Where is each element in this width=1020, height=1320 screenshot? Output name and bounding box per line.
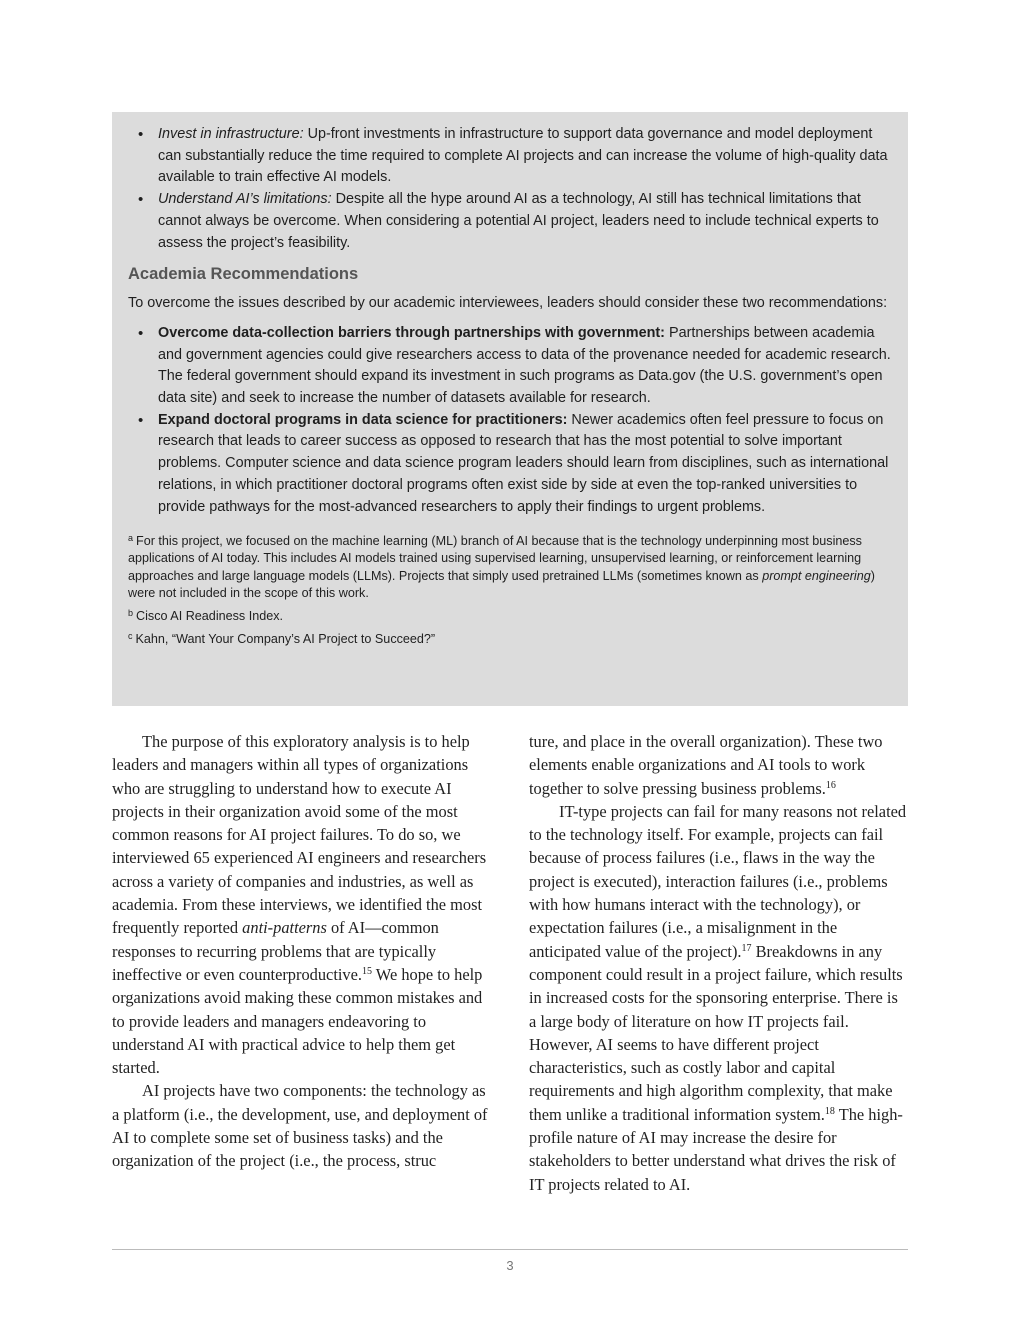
endnote-ref[interactable]: 16 [825,779,836,791]
body-paragraph [529,730,909,800]
academia-heading: Academia Recommendations [128,265,359,284]
bullet-text: Up-front investments in infrastructure to support data governance and model deployment can substantially reduce the time required to complete AI projects and can increase the volume of high-quality data available to train effective AI models. [158,126,888,186]
body-paragraph [529,800,909,1196]
paragraph-text: We hope to help organizations avoid making these common mistakes and to provide leaders and managers endeavoring to understand AI with practical advice to help them get started. [112,964,483,1078]
endnote-ref[interactable]: 15 [362,965,372,977]
bullet-lead: Understand AI’s limitations: [158,191,332,208]
endnote-ref[interactable]: 17 [741,942,752,954]
paragraph-text: The purpose of this exploratory analysis is to help leaders and managers within all types of organizations who are struggling to understand how to execute AI projects in their organization avoid some of the most common reasons for AI project failures. To do so, we interviewed 65 experienced AI engineers and researchers across a variety of companies and industries, as well as academia. From these interviews, we identified the most frequently reported [112,732,487,938]
note-marker: c [128,631,133,642]
academia-bullet-list [128,323,892,518]
body-paragraph [112,730,492,1079]
bullet-text: Newer academics often feel pressure to focus on research that leads to career success as opposed to research that has the most potential to solve important problems. Computer science and data science program leaders should learn from disciplines, such as international relations, in which practitioner doctoral programs often exist side by side at even the top-ranked universities to provide pathways for the most-advanced researchers to apply their findings to urgent problems. [158,411,889,515]
italic-term: anti-patterns [242,918,327,938]
academia-intro: To overcome the issues described by our academic interviewees, leaders should consider these two recommendations: [128,295,888,312]
bullet-lead: Expand doctoral programs in data science for practitioners: [158,411,568,428]
paragraph-text: of AI—common responses to recurring problems that are typically ineffective or even counterproductive. [112,918,439,984]
right-column [529,730,909,1196]
bullet-lead: Invest in infrastructure: [158,126,304,142]
list-item [158,189,892,254]
note-c [128,628,892,648]
page-number: 3 [506,1258,514,1273]
box-notes [128,530,892,648]
note-text: Cisco AI Readiness Index. [136,609,284,624]
paragraph-text: ture, and place in the overall organization). These two elements enable organizations and AI tools to work together to solve pressing business problems. [529,732,883,798]
note-text: Kahn, “Want Your Company’s AI Project to Succeed?” [135,632,436,647]
note-b [128,605,892,625]
infrastructure-bullet-list [128,124,892,254]
note-text: For this project, we focused on the machine learning (ML) branch of AI because that is the technology underpinning most business applications of AI today. This includes AI models trained using supervised learning, unsupervised learning, or reinforcement learning approaches and large language models (LLMs). Projects that simply used pretrained LLMs (sometimes known as [128,534,862,583]
paragraph-text: Breakdowns in any component could result in a project failure, which results in increased costs for the sponsoring enterprise. There is a large body of literature on how IT projects fail. However, AI seems to have different project characteristics, such as costly labor and capital requirements and high algorithm complexity, that make them unlike a traditional information system. [529,941,903,1124]
paragraph-text: The high-profile nature of AI may increase the desire for stakeholders to better understand what drives the risk of IT projects related to AI. [529,1104,903,1194]
footer-divider [112,1249,908,1250]
bullet-text: Partnerships between academia and government agencies could give researchers access to data of the provenance needed for academic research. The federal government should expand its investment in such programs as Data.gov (the U.S. government’s open data site) and seek to increase the number of datasets available for research. [158,324,891,407]
paragraph-text: IT-type projects can fail for many reasons not related to the technology itself. For example, projects can fail because of process failures (i.e., flaws in the way the project is executed), interaction failures (i.e., problems with how humans interact with the technology), or expectation failures (i.e., a misalignment in the anticipated value of the project). [529,801,907,961]
note-marker: a [128,533,134,544]
body-paragraph: AI projects have two components: the technology as a platform (i.e., the development, use, and deployment of AI to complete some set of business tasks) and the organization of the project (i.e., the process, struc [112,1081,488,1171]
bullet-lead: Overcome data-collection barriers through partnerships with government: [158,324,665,341]
list-item [158,124,892,189]
note-a [128,530,892,602]
recommendations-box [112,112,908,706]
note-text-end: ) were not included in the scope of this work. [128,568,875,600]
list-item [158,410,892,519]
list-item [158,323,892,410]
note-marker: b [128,608,134,619]
endnote-ref[interactable]: 18 [824,1105,835,1117]
bullet-text: Despite all the hype around AI as a technology, AI still has technical limitations that cannot always be overcome. When considering a potential AI project, leaders need to include technical experts to assess the project’s feasibility. [158,191,879,251]
note-italic: prompt engineering [762,568,871,583]
left-column [112,730,492,1173]
